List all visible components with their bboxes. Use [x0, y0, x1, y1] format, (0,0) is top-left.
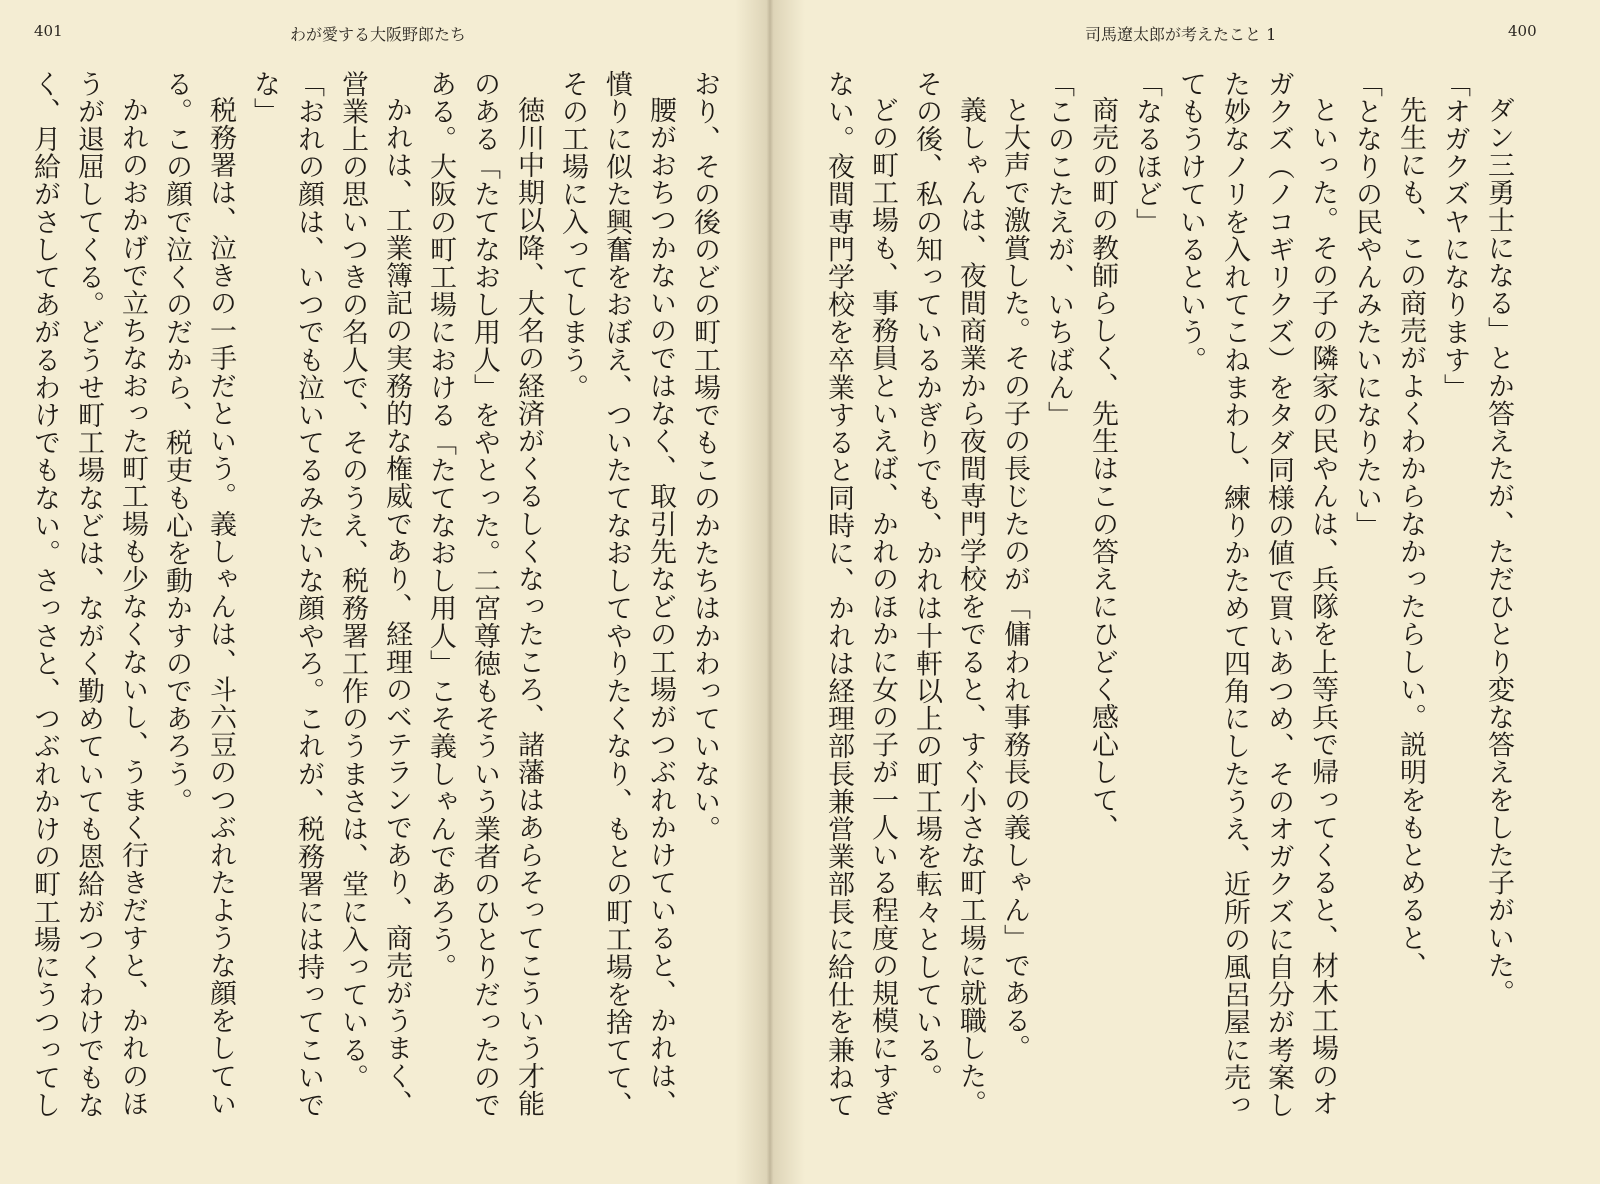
text-column: ない。夜間専門学校を卒業すると同時に、かれは経理部長兼営業部長に給仕を兼ねて	[823, 70, 854, 1119]
text-column: のある「たてなおし用人」をやとった。二宮尊徳もそういう業者のひとりだったので	[469, 70, 500, 1119]
text-column: 徳川中期以降、大名の経済がくるしくなったころ、諸藩はあらそってこういう才能	[513, 96, 544, 1118]
text-column: 営業上の思いつきの名人で、そのうえ、税務署工作のうまさは、堂に入っている。	[337, 70, 368, 1092]
text-column: どの町工場も、事務員といえば、かれのほかに女の子が一人いる程度の規模にすぎ	[867, 96, 898, 1118]
text-column: 商売の町の教師らしく、先生はこの答えにひどく感心して、	[1087, 96, 1118, 842]
text-column: てもうけているという。	[1175, 70, 1206, 374]
right-page-number: 400	[1508, 22, 1537, 40]
text-column: 憤りに似た興奮をおぼえ、ついたてなおしてやりたくなり、もとの町工場を捨てて、	[601, 70, 632, 1119]
text-column: ある。大阪の町工場における「たてなおし用人」こそ義しゃんであろう。	[425, 70, 456, 981]
text-column: ガクズ（ノコギリクズ）をタダ同様の値で買いあつめ、そのオガクズに自分が考案し	[1263, 70, 1294, 1119]
text-column: な」	[249, 70, 280, 126]
text-column: おり、その後のどの町工場でもこのかたちはかわっていない。	[689, 70, 720, 843]
text-column: ダン三勇士になる」とか答えたが、ただひとり変な答えをした子がいた。	[1483, 96, 1514, 1007]
text-column: 「となりの民やんみたいになりたい」	[1351, 70, 1382, 540]
text-column: 「なるほど」	[1131, 70, 1162, 236]
text-column: く、月給がさしてあがるわけでもない。さっさと、つぶれかけの町工場にうつってし	[29, 70, 60, 1119]
right-running-title: 司馬遼太郎が考えたこと 1	[1085, 25, 1277, 44]
text-column: といった。その子の隣家の民やんは、兵隊を上等兵で帰ってくると、材木工場のオ	[1307, 96, 1338, 1118]
book-gutter-shadow	[735, 0, 805, 1184]
text-column: た妙なノリを入れてこねまわし、練りかためて四角にしたうえ、近所の風呂屋に売っ	[1219, 70, 1250, 1119]
text-column: る。この顔で泣くのだから、税吏も心を動かすのであろう。	[161, 70, 192, 816]
text-column: 「おれの顔は、いつでも泣いてるみたいな顔やろ。これが、税務署には持ってこいで	[293, 70, 324, 1119]
text-column: その後、私の知っているかぎりでも、かれは十軒以上の町工場を転々としている。	[911, 70, 942, 1092]
left-page-number: 401	[34, 22, 63, 40]
text-column: と大声で激賞した。その子の長じたのが「傭われ事務長の義しゃん」である。	[999, 96, 1030, 1062]
text-column: 税務署は、泣きの一手だという。義しゃんは、斗六豆のつぶれたような顔をしてい	[205, 96, 236, 1118]
text-column: かれのおかげで立ちなおった町工場も少なくないし、うまく行きだすと、かれのほ	[117, 96, 148, 1118]
left-running-title: わが愛する大阪野郎たち	[290, 25, 467, 44]
text-column: 先生にも、この商売がよくわからなかったらしい。説明をもとめると、	[1395, 96, 1426, 980]
text-column: 「オガクズヤになります」	[1439, 70, 1470, 402]
text-column: その工場に入ってしまう。	[557, 70, 588, 402]
text-column: 義しゃんは、夜間商業から夜間専門学校をでると、すぐ小さな町工場に就職した。	[955, 96, 986, 1118]
text-column: うが退屈してくる。どうせ町工場などは、ながく勤めていても恩給がつくわけでもな	[73, 70, 104, 1119]
text-column: かれは、工業簿記の実務的な権威であり、経理のベテランであり、商売がうまく、	[381, 96, 412, 1118]
text-column: 「このこたえが、いちばん」	[1043, 70, 1074, 429]
text-column: 腰がおちつかないのではなく、取引先などの工場がつぶれかけていると、かれは、	[645, 96, 676, 1118]
